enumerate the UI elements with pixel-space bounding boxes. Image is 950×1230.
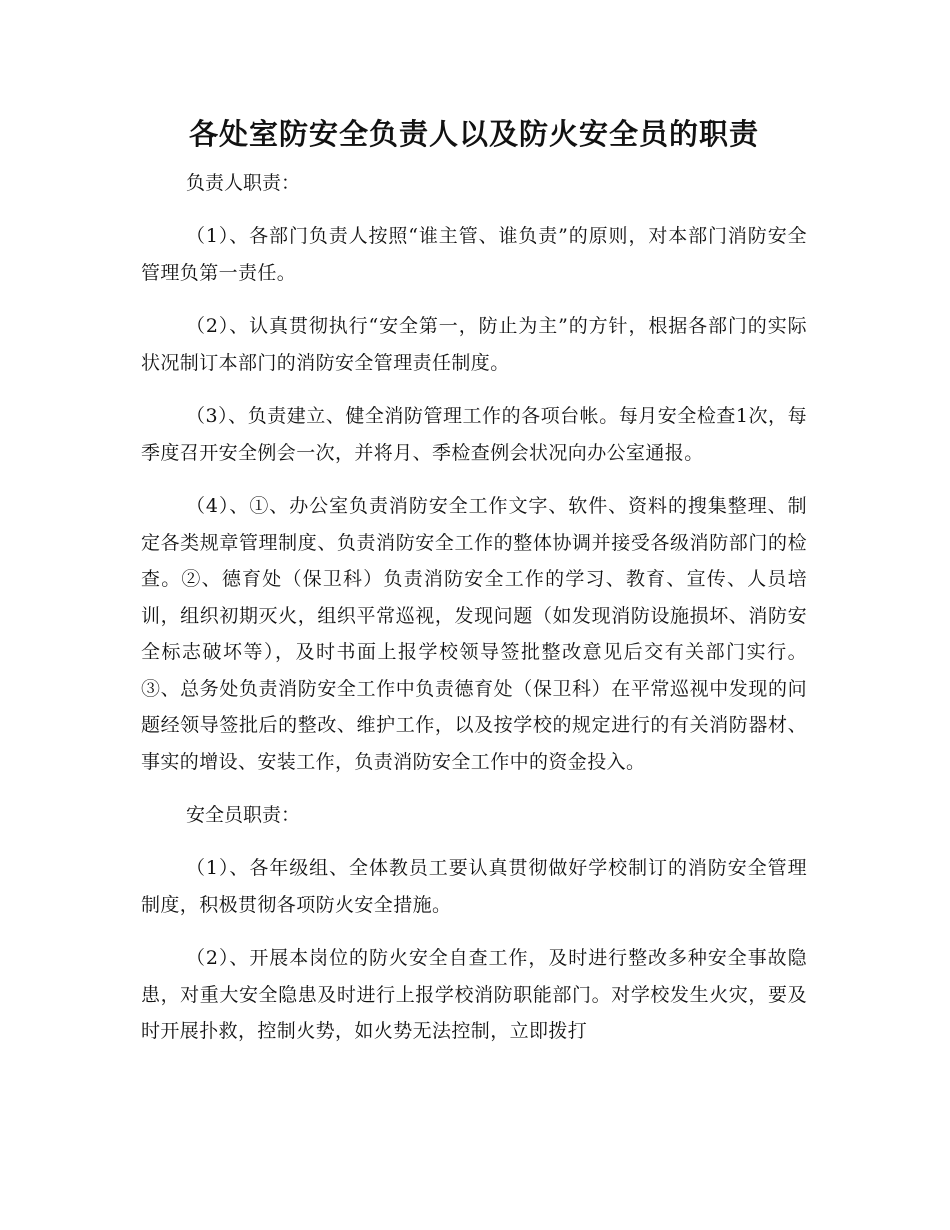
- section-responsible-person: [141, 165, 807, 780]
- document-title: 各处室防安全负责人以及防火安全员的职责: [188, 117, 759, 151]
- paragraph: （1）、各部门负责人按照“谁主管、谁负责”的原则，对本部门消防安全管理负第一责任。: [141, 225, 807, 284]
- paragraph: （2）、开展本岗位的防火安全自查工作，及时进行整改多种安全事故隐患，对重大安全隐患及时进行上报学校消防职能部门。对学校发生火灾，要及时开展扑救，控制火势，如火势无法控制，立即拨打: [141, 947, 807, 1042]
- section-safety-officer: [141, 797, 807, 1050]
- paragraph: （3）、负责建立、健全消防管理工作的各项台帐。每月安全检查1次，每季度召开安全例会一次，并将月、季检查例会状况向办公室通报。: [141, 405, 807, 464]
- paragraph: （2）、认真贯彻执行“安全第一，防止为主”的方针，根据各部门的实际状况制订本部门的消防安全管理责任制度。: [141, 315, 807, 374]
- paragraph: （1）、各年级组、全体教员工要认真贯彻做好学校制订的消防安全管理制度，积极贯彻各项防火安全措施。: [141, 857, 807, 916]
- section-heading-responsible-person: 负责人职责：: [186, 172, 301, 194]
- section-heading-safety-officer: 安全员职责：: [186, 804, 301, 826]
- document-page: [141, 112, 807, 1067]
- paragraph: （4）、①、办公室负责消防安全工作文字、软件、资料的搜集整理、制定各类规章管理制度、负责消防安全工作的整体协调并接受各级消防部门的检查。②、德育处（保卫科）负责消防安全工作的学习、教育、宣传、人员培训，组织初期灭火，组织平常巡视，发现问题（如发现消防设施损坏、消防安全标志破坏等），及时书面上报学校领导签批整改意见后交有关部门实行。③、总务处负责消防安全工作中负责德育处（保卫科）在平常巡视中发现的问题经领导签批后的整改、维护工作，以及按学校的规定进行的有关消防器材、事实的增设、安装工作，负责消防安全工作中的资金投入。: [141, 495, 807, 773]
